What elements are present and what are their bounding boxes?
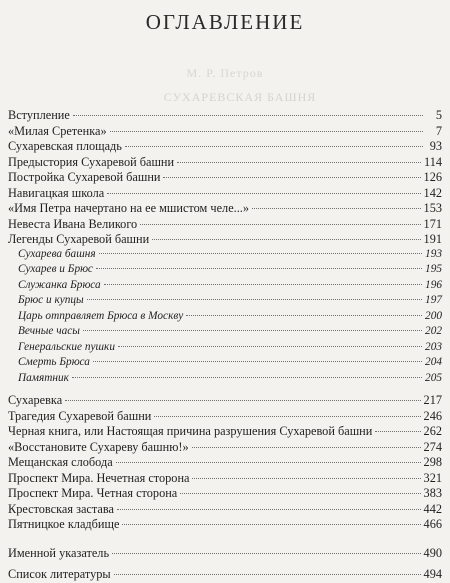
leader-dots [252,208,421,209]
toc-entry-label: «Восстановите Сухареву башню!» [8,439,189,454]
leader-dots [186,315,422,316]
toc-subentry-page: 202 [425,325,442,337]
toc-entry-page: 274 [423,439,442,454]
leader-dots [73,115,423,116]
toc-subentry-label: Царь отправляет Брюса в Москву [18,309,184,322]
toc-entry [8,201,442,217]
toc-subentry-page: 195 [425,263,442,275]
leader-dots [154,416,420,417]
toc-subentry-label: Генеральские пушки [18,340,115,353]
toc-entry [8,424,442,440]
toc-subentry-page: 205 [425,371,442,384]
toc-subentry [8,294,442,310]
toc-entry-page: 442 [423,501,442,516]
toc-subentry-page: 193 [425,247,442,260]
leader-dots [192,478,420,479]
toc-subentry-label: Памятник [18,371,69,384]
toc-entry-page: 466 [423,517,442,531]
toc-entry [8,567,442,583]
toc-subentry-page: 204 [425,356,442,368]
leader-dots [177,162,421,163]
leader-dots [375,431,420,432]
toc-entry [8,217,442,233]
bleed-through-text: М. Р. Петров [186,66,264,80]
toc-entry [8,546,442,562]
toc-subentry [8,341,442,357]
table-of-contents [8,108,442,583]
toc-entry [8,502,442,518]
toc-entry-page: 171 [423,216,442,231]
toc-subentry [8,310,442,326]
bleed-through-text: СУХАРЕВСКАЯ БАШНЯ [163,90,317,104]
toc-subentry-label: Смерть Брюса [18,356,90,368]
toc-subentry-page: 200 [425,309,442,322]
toc-subentry-page: 196 [425,278,442,291]
toc-entry [8,517,442,533]
toc-entry-page: 321 [423,470,442,485]
leader-dots [163,177,420,178]
toc-subentry-page: 203 [425,340,442,353]
toc-entry [8,124,442,140]
leader-dots [99,253,422,254]
toc-entry [8,471,442,487]
toc-entry-page: 262 [423,424,442,438]
toc-entry-page: 191 [423,232,442,246]
toc-entry-label: Проспект Мира. Четная сторона [8,486,178,500]
leader-dots [72,377,422,378]
toc-entry [8,393,442,409]
leader-dots [118,346,422,347]
leader-dots [65,400,420,401]
leader-dots [112,553,420,554]
toc-subentry-label: Брюс и купцы [18,294,84,306]
toc-entry-label: Навигацкая школа [8,185,105,200]
leader-dots [117,509,421,510]
page-title: ОГЛАВЛЕНИЕ [145,10,305,34]
toc-entry [8,155,442,171]
toc-subentry-label: Сухарева башня [18,247,96,260]
leader-dots [122,524,420,525]
toc-entry [8,186,442,202]
toc-entry [8,108,442,124]
leader-dots [114,574,421,575]
toc-entry-label: Черная книга, или Настоящая причина разрушения Сухаревой башни [8,424,373,438]
toc-entry-page: 494 [423,567,442,581]
toc-entry-label: Мещанская слобода [8,455,113,469]
toc-entry-page: 383 [423,486,442,500]
leader-dots [152,239,420,240]
toc-entry-label: Постройка Сухаревой башни [8,170,161,184]
leader-dots [116,462,421,463]
leader-dots [93,361,422,362]
toc-entry-page: 5 [435,108,442,122]
toc-entry-label: Сухаревская площадь [8,139,122,153]
leader-dots [107,193,420,194]
toc-entry-page: 217 [423,393,442,407]
toc-entry [8,455,442,471]
toc-subentry-label: Служанка Брюса [18,278,101,291]
toc-subentry [8,356,442,372]
toc-entry-page: 126 [423,170,442,184]
toc-subentry [8,263,442,279]
toc-entry-label: Список литературы [8,567,111,581]
toc-subentry [8,248,442,264]
toc-entry [8,232,442,248]
section-gap [8,533,442,546]
toc-entry [8,170,442,186]
toc-entry [8,440,442,456]
toc-entry-page: 246 [423,408,442,423]
toc-entry-page: 490 [423,545,442,560]
toc-entry [8,409,442,425]
leader-dots [140,224,420,225]
leader-dots [192,447,421,448]
toc-entry [8,486,442,502]
toc-entry-label: Невеста Ивана Великого [8,216,138,231]
toc-entry-label: Трагедия Сухаревой башни [8,408,152,423]
leader-dots [104,284,422,285]
toc-entry-label: Проспект Мира. Нечетная сторона [8,470,190,485]
toc-entry-label: Крестовская застава [8,501,114,516]
toc-subentry [8,372,442,388]
toc-entry-page: 7 [435,123,442,138]
leader-dots [87,299,422,300]
toc-entry-label: Предыстория Сухаревой башни [8,154,175,169]
toc-entry-label: Именной указатель [8,545,110,560]
toc-entry-label: Сухаревка [8,393,63,407]
toc-subentry-page: 197 [425,294,442,306]
toc-entry-label: «Милая Сретенка» [8,123,107,138]
toc-entry-label: Вступление [8,108,70,122]
leader-dots [83,330,422,331]
toc-subentry-label: Сухарев и Брюс [18,263,93,275]
toc-subentry [8,279,442,295]
toc-subentry-label: Вечные часы [18,325,80,337]
toc-entry-page: 298 [423,455,442,469]
toc-entry-label: Пятницкое кладбище [8,517,120,531]
leader-dots [125,146,423,147]
toc-entry-page: 153 [423,201,442,215]
toc-entry-label: Легенды Сухаревой башни [8,232,150,246]
leader-dots [180,493,420,494]
toc-subentry [8,325,442,341]
toc-entry-page: 114 [424,154,442,169]
toc-entry-label: «Имя Петра начертано на ее мшистом челе...» [8,201,250,215]
toc-entry [8,139,442,155]
leader-dots [110,131,423,132]
toc-entry-page: 93 [429,139,442,153]
toc-entry-page: 142 [423,185,442,200]
leader-dots [96,268,422,269]
